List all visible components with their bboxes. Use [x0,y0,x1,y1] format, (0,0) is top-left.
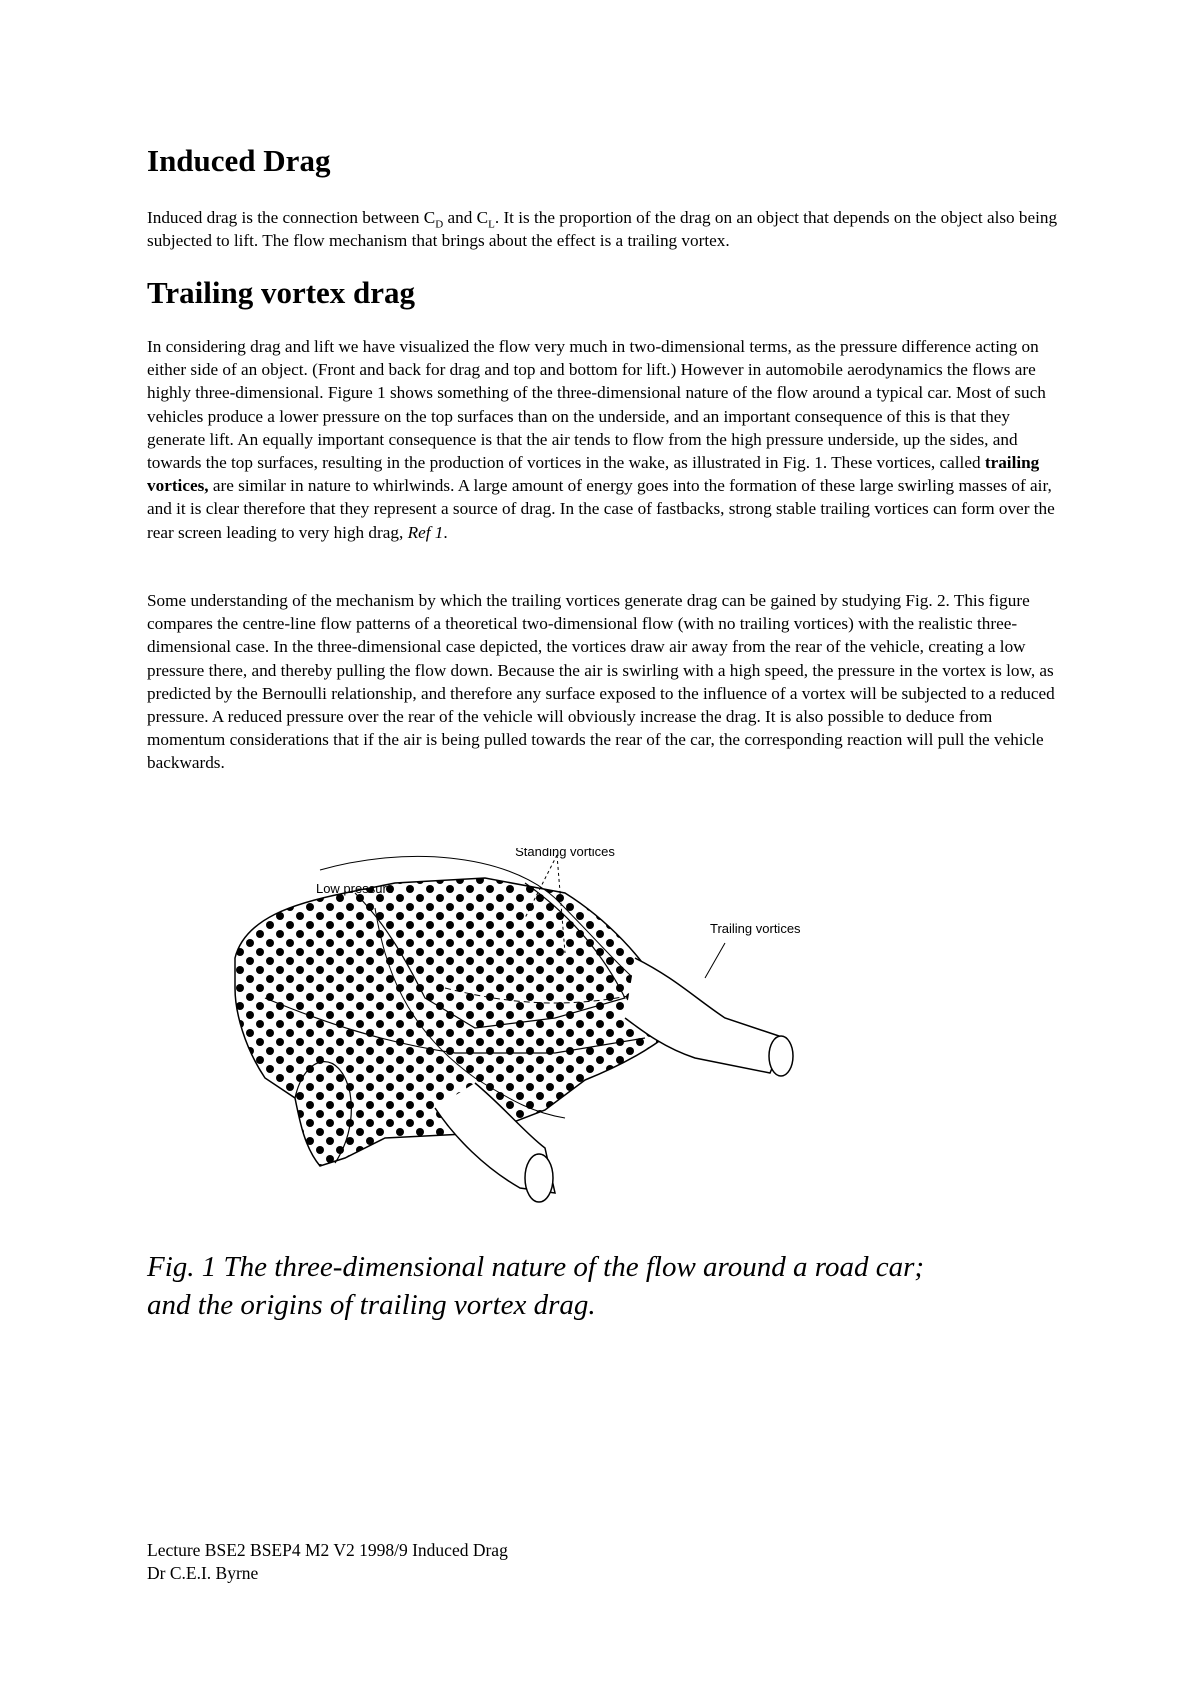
figure-caption [147,1248,1077,1324]
car-drawing [225,848,870,1210]
text-run: . [443,522,448,542]
footer-line-2: Dr C.E.I. Byrne [147,1563,259,1583]
leader-line [705,943,725,978]
label-low-pressure: Low pressure [315,881,395,896]
footer [147,1539,508,1585]
text-run: are similar in nature to whirlwinds. A large amount of energy goes into the formation of these large swirling masses of air, and it is clear therefore that they represent a source of drag. In the case of fastbacks, strong stable trailing vortices can form over the rear screen leading to very high drag, [147,476,1055,542]
paragraph-mechanism: Some understanding of the mechanism by which the trailing vortices generate drag can be gained by studying Fig. 2. This figure compares the centre-line flow patterns of a theoretical two-dimensional flow (with no trailing vortices) with the realistic three-dimensional case. In the three-dimensional case depicted, the vortices draw air away from the rear of the vehicle, creating a low pressure there, and thereby pulling the flow down. Because the air is swirling with a high speed, the pressure in the vortex is low, as predicted by the Bernoulli relationship, and therefore any surface exposed to the influence of a vortex will be subjected to a reduced pressure. A reduced pressure over the rear of the vehicle will obviously increase the drag. It is also possible to deduce from momentum considerations that if the air is being pulled towards the rear of the car, the corresponding reaction will pull the vehicle backwards. [147,591,1055,773]
reference: Ref 1 [407,522,444,542]
text-run: Induced drag is the connection between C [147,208,436,227]
label-standing-vortices: Standing vortices [515,848,615,859]
subscript-d: D [435,218,444,231]
paragraph-trailing-vortex [147,335,1067,544]
caption-line-1: Fig. 1 The three-dimensional nature of the flow around a road car; [147,1251,925,1283]
label-trailing-vortices: Trailing vortices [710,921,801,936]
car-vortex-figure [225,848,870,1210]
text-run: In considering drag and lift we have visualized the flow very much in two-dimensional terms, as the pressure difference acting on either side of an object. (Front and back for drag and top and bottom for lift.) However in automobile aerodynamics the flows are highly three-dimensional. Figure 1 shows something of the three-dimensional nature of the flow around a typical car. Most of such vehicles produce a lower pressure on the top surfaces than on the underside, and an important consequence of this is that they generate lift. An equally important consequence is that the air tends to flow from the high pressure underside, up the sides, and towards the top surfaces, resulting in the production of vortices in the wake, as illustrated in Fig. 1. These vortices, called [147,337,1046,473]
text-run: and C [443,208,489,227]
footer-line-1: Lecture BSE2 BSEP4 M2 V2 1998/9 Induced Drag [147,1540,508,1560]
text-run: . It is the proportion of the drag on an object that depends on the object also being subjected to lift. The flow mechanism that brings about the effect is a trailing vortex. [147,208,1058,251]
subscript-l: L [488,218,495,231]
paragraph-induced-drag [147,206,1067,252]
bold-term: trailing vortices, [147,453,1040,496]
heading-induced-drag: Induced Drag [147,143,331,178]
vortex-tube-right [625,958,785,1073]
heading-trailing-vortex-drag: Trailing vortex drag [147,275,416,310]
vortex-tube-left-end [525,1154,553,1202]
vortex-tube-right-end [769,1036,793,1076]
caption-line-2: and the origins of trailing vortex drag. [147,1289,596,1321]
